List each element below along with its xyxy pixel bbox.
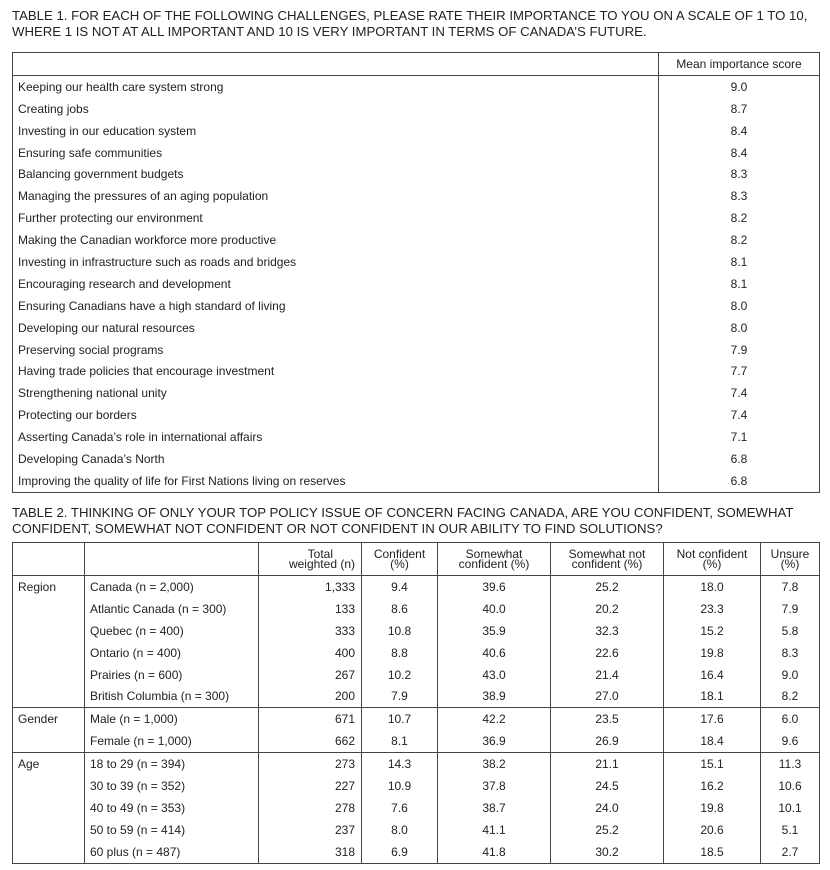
challenge-label: Asserting Canada’s role in international affairs [13, 426, 659, 448]
table2-row [13, 598, 820, 620]
not-confident-pct: 17.6 [664, 708, 761, 730]
table1-caption-line1: TABLE 1. FOR EACH OF THE FOLLOWING CHALLENGES, PLEASE RATE THEIR IMPORTANCE TO YOU ON A SCALE OF 1 TO 10, [12, 8, 808, 23]
somewhat-not-confident-pct: 24.0 [551, 797, 664, 819]
table2-row [13, 775, 820, 797]
not-confident-pct: 16.2 [664, 775, 761, 797]
mean-score: 7.4 [730, 386, 748, 401]
unsure-pct: 9.0 [781, 667, 799, 682]
table1-row [13, 382, 820, 404]
table1-row [13, 426, 820, 448]
table1-row [13, 360, 820, 382]
group-label: Region [13, 576, 85, 708]
table1 [12, 52, 820, 493]
table2-row [13, 708, 820, 730]
challenge-label: Strengthening national unity [13, 382, 659, 404]
table1-body [13, 75, 820, 492]
confident-pct: 8.6 [362, 598, 438, 620]
table2-row [13, 642, 820, 664]
somewhat-not-confident-pct: 32.3 [551, 620, 664, 642]
mean-score: 8.2 [730, 211, 748, 226]
mean-score: 8.1 [730, 254, 748, 269]
somewhat-confident-pct: 38.2 [438, 753, 551, 775]
table2-header-unsure: Unsure (%) [761, 543, 820, 576]
confident-pct: 8.0 [362, 819, 438, 841]
confident-pct: 14.3 [362, 753, 438, 775]
table1-header-score: Mean importance score [659, 53, 820, 76]
table2-row [13, 685, 820, 707]
total-weighted: 333 [259, 620, 362, 642]
not-confident-pct: 19.8 [664, 797, 761, 819]
mean-score: 8.1 [730, 276, 748, 291]
challenge-label: Ensuring safe communities [13, 142, 659, 164]
somewhat-not-confident-pct: 21.4 [551, 664, 664, 686]
table1-row [13, 185, 820, 207]
challenge-label: Developing Canada’s North [13, 448, 659, 470]
table1-row [13, 251, 820, 273]
challenge-label: Preserving social programs [13, 339, 659, 361]
subgroup-label: Male (n = 1,000) [85, 708, 259, 730]
mean-score: 6.8 [730, 473, 748, 488]
table2-header-total: Total weighted (n) [259, 543, 362, 576]
total-weighted: 200 [259, 685, 362, 707]
subgroup-label: 50 to 59 (n = 414) [85, 819, 259, 841]
somewhat-confident-pct: 37.8 [438, 775, 551, 797]
unsure-pct: 8.3 [781, 645, 799, 660]
not-confident-pct: 18.0 [664, 576, 761, 598]
challenge-label: Further protecting our environment [13, 207, 659, 229]
not-confident-pct: 15.2 [664, 620, 761, 642]
somewhat-not-confident-pct: 25.2 [551, 576, 664, 598]
somewhat-not-confident-pct: 23.5 [551, 708, 664, 730]
total-weighted: 133 [259, 598, 362, 620]
unsure-pct: 9.6 [781, 734, 799, 749]
somewhat-confident-pct: 40.0 [438, 598, 551, 620]
challenge-label: Ensuring Canadians have a high standard of living [13, 295, 659, 317]
unsure-pct: 7.8 [781, 579, 799, 594]
not-confident-pct: 18.5 [664, 841, 761, 863]
unsure-pct: 10.1 [778, 800, 802, 815]
not-confident-pct: 18.4 [664, 730, 761, 752]
table1-caption [12, 8, 820, 40]
not-confident-pct: 16.4 [664, 664, 761, 686]
table1-caption-line2: WHERE 1 IS NOT AT ALL IMPORTANT AND 10 IS VERY IMPORTANT IN TERMS OF CANADA’S FUTURE. [12, 24, 647, 39]
confident-pct: 10.8 [362, 620, 438, 642]
not-confident-pct: 20.6 [664, 819, 761, 841]
not-confident-pct: 18.1 [664, 685, 761, 707]
mean-score: 8.7 [730, 101, 748, 116]
subgroup-label: Prairies (n = 600) [85, 664, 259, 686]
subgroup-label: Quebec (n = 400) [85, 620, 259, 642]
subgroup-label: 60 plus (n = 487) [85, 841, 259, 863]
table1-row [13, 317, 820, 339]
somewhat-confident-pct: 43.0 [438, 664, 551, 686]
mean-score: 6.8 [730, 451, 748, 466]
somewhat-confident-pct: 40.6 [438, 642, 551, 664]
total-weighted: 273 [259, 753, 362, 775]
subgroup-label: 40 to 49 (n = 353) [85, 797, 259, 819]
confident-pct: 6.9 [362, 841, 438, 863]
somewhat-confident-pct: 39.6 [438, 576, 551, 598]
mean-score: 8.3 [730, 189, 748, 204]
somewhat-confident-pct: 36.9 [438, 730, 551, 752]
challenge-label: Investing in infrastructure such as roads and bridges [13, 251, 659, 273]
table1-row [13, 207, 820, 229]
total-weighted: 662 [259, 730, 362, 752]
challenge-label: Protecting our borders [13, 404, 659, 426]
table2-header-row [13, 543, 820, 576]
table1-row [13, 470, 820, 492]
unsure-pct: 5.1 [781, 822, 799, 837]
table1-row [13, 448, 820, 470]
group-label: Gender [13, 708, 85, 753]
subgroup-label: Ontario (n = 400) [85, 642, 259, 664]
table1-row [13, 163, 820, 185]
table2-row [13, 819, 820, 841]
table1-row [13, 404, 820, 426]
confident-pct: 7.6 [362, 797, 438, 819]
challenge-label: Encouraging research and development [13, 273, 659, 295]
mean-score: 8.4 [730, 123, 748, 138]
subgroup-label: Atlantic Canada (n = 300) [85, 598, 259, 620]
somewhat-confident-pct: 38.7 [438, 797, 551, 819]
table1-row [13, 75, 820, 97]
challenge-label: Investing in our education system [13, 120, 659, 142]
somewhat-not-confident-pct: 26.9 [551, 730, 664, 752]
subgroup-label: 18 to 29 (n = 394) [85, 753, 259, 775]
unsure-pct: 8.2 [781, 689, 799, 704]
unsure-pct: 5.8 [781, 623, 799, 638]
table1-row [13, 295, 820, 317]
somewhat-not-confident-pct: 30.2 [551, 841, 664, 863]
mean-score: 7.4 [730, 408, 748, 423]
table2-row [13, 620, 820, 642]
mean-score: 8.2 [730, 233, 748, 248]
table2-header-somewhat: Somewhat confident (%) [438, 543, 551, 576]
not-confident-pct: 15.1 [664, 753, 761, 775]
challenge-label: Improving the quality of life for First Nations living on reserves [13, 470, 659, 492]
not-confident-pct: 19.8 [664, 642, 761, 664]
confident-pct: 8.1 [362, 730, 438, 752]
subgroup-label: 30 to 39 (n = 352) [85, 775, 259, 797]
total-weighted: 318 [259, 841, 362, 863]
somewhat-not-confident-pct: 20.2 [551, 598, 664, 620]
mean-score: 9.0 [730, 79, 748, 94]
unsure-pct: 2.7 [781, 844, 799, 859]
table2-header-not-confident: Not confident (%) [664, 543, 761, 576]
somewhat-not-confident-pct: 27.0 [551, 685, 664, 707]
somewhat-not-confident-pct: 22.6 [551, 642, 664, 664]
table2-row [13, 797, 820, 819]
challenge-label: Balancing government budgets [13, 163, 659, 185]
somewhat-confident-pct: 41.8 [438, 841, 551, 863]
somewhat-not-confident-pct: 21.1 [551, 753, 664, 775]
table2-caption-line1: TABLE 2. THINKING OF ONLY YOUR TOP POLICY ISSUE OF CONCERN FACING CANADA, ARE YOU CONFIDENT, SOMEWHAT [12, 505, 794, 520]
confident-pct: 10.2 [362, 664, 438, 686]
table1-row [13, 229, 820, 251]
total-weighted: 278 [259, 797, 362, 819]
table2-header-group [13, 543, 85, 576]
table2-row [13, 730, 820, 752]
challenge-label: Creating jobs [13, 98, 659, 120]
unsure-pct: 10.6 [778, 778, 802, 793]
table1-row [13, 98, 820, 120]
mean-score: 8.0 [730, 298, 748, 313]
confident-pct: 9.4 [362, 576, 438, 598]
challenge-label: Managing the pressures of an aging population [13, 185, 659, 207]
table2-row [13, 753, 820, 775]
total-weighted: 227 [259, 775, 362, 797]
confident-pct: 7.9 [362, 685, 438, 707]
table1-row [13, 339, 820, 361]
somewhat-confident-pct: 35.9 [438, 620, 551, 642]
table2-header-somewhat-not: Somewhat not confident (%) [551, 543, 664, 576]
unsure-pct: 6.0 [761, 708, 820, 730]
confident-pct: 10.7 [362, 708, 438, 730]
table1-row [13, 120, 820, 142]
challenge-label: Developing our natural resources [13, 317, 659, 339]
somewhat-confident-pct: 42.2 [438, 708, 551, 730]
table2-caption-line2: CONFIDENT, SOMEWHAT NOT CONFIDENT OR NOT CONFIDENT IN OUR ABILITY TO FIND SOLUTIONS? [12, 521, 663, 536]
somewhat-confident-pct: 38.9 [438, 685, 551, 707]
total-weighted: 1,333 [259, 576, 362, 598]
challenge-label: Making the Canadian workforce more productive [13, 229, 659, 251]
confident-pct: 10.9 [362, 775, 438, 797]
subgroup-label: British Columbia (n = 300) [85, 685, 259, 707]
table2-row [13, 841, 820, 863]
table1-header-blank [13, 53, 659, 76]
table2-row [13, 576, 820, 598]
table2-body [13, 576, 820, 864]
not-confident-pct: 23.3 [664, 598, 761, 620]
mean-score: 7.9 [730, 342, 748, 357]
confident-pct: 8.8 [362, 642, 438, 664]
challenge-label: Keeping our health care system strong [13, 75, 659, 97]
table2 [12, 542, 820, 864]
table1-row [13, 142, 820, 164]
table1-row [13, 273, 820, 295]
total-weighted: 267 [259, 664, 362, 686]
mean-score: 8.4 [730, 145, 748, 160]
mean-score: 8.0 [730, 320, 748, 335]
mean-score: 7.7 [730, 364, 748, 379]
somewhat-confident-pct: 41.1 [438, 819, 551, 841]
challenge-label: Having trade policies that encourage investment [13, 360, 659, 382]
subgroup-label: Female (n = 1,000) [85, 730, 259, 752]
table2-header-confident: Confident (%) [362, 543, 438, 576]
unsure-pct: 7.9 [781, 601, 799, 616]
table2-header-label [85, 543, 259, 576]
table2-row [13, 664, 820, 686]
mean-score: 7.1 [730, 430, 748, 445]
table2-caption [12, 505, 820, 537]
somewhat-not-confident-pct: 25.2 [551, 819, 664, 841]
total-weighted: 237 [259, 819, 362, 841]
somewhat-not-confident-pct: 24.5 [551, 775, 664, 797]
total-weighted: 400 [259, 642, 362, 664]
group-label: Age [13, 753, 85, 863]
unsure-pct: 11.3 [761, 753, 820, 775]
mean-score: 8.3 [730, 167, 748, 182]
total-weighted: 671 [259, 708, 362, 730]
subgroup-label: Canada (n = 2,000) [85, 576, 259, 598]
